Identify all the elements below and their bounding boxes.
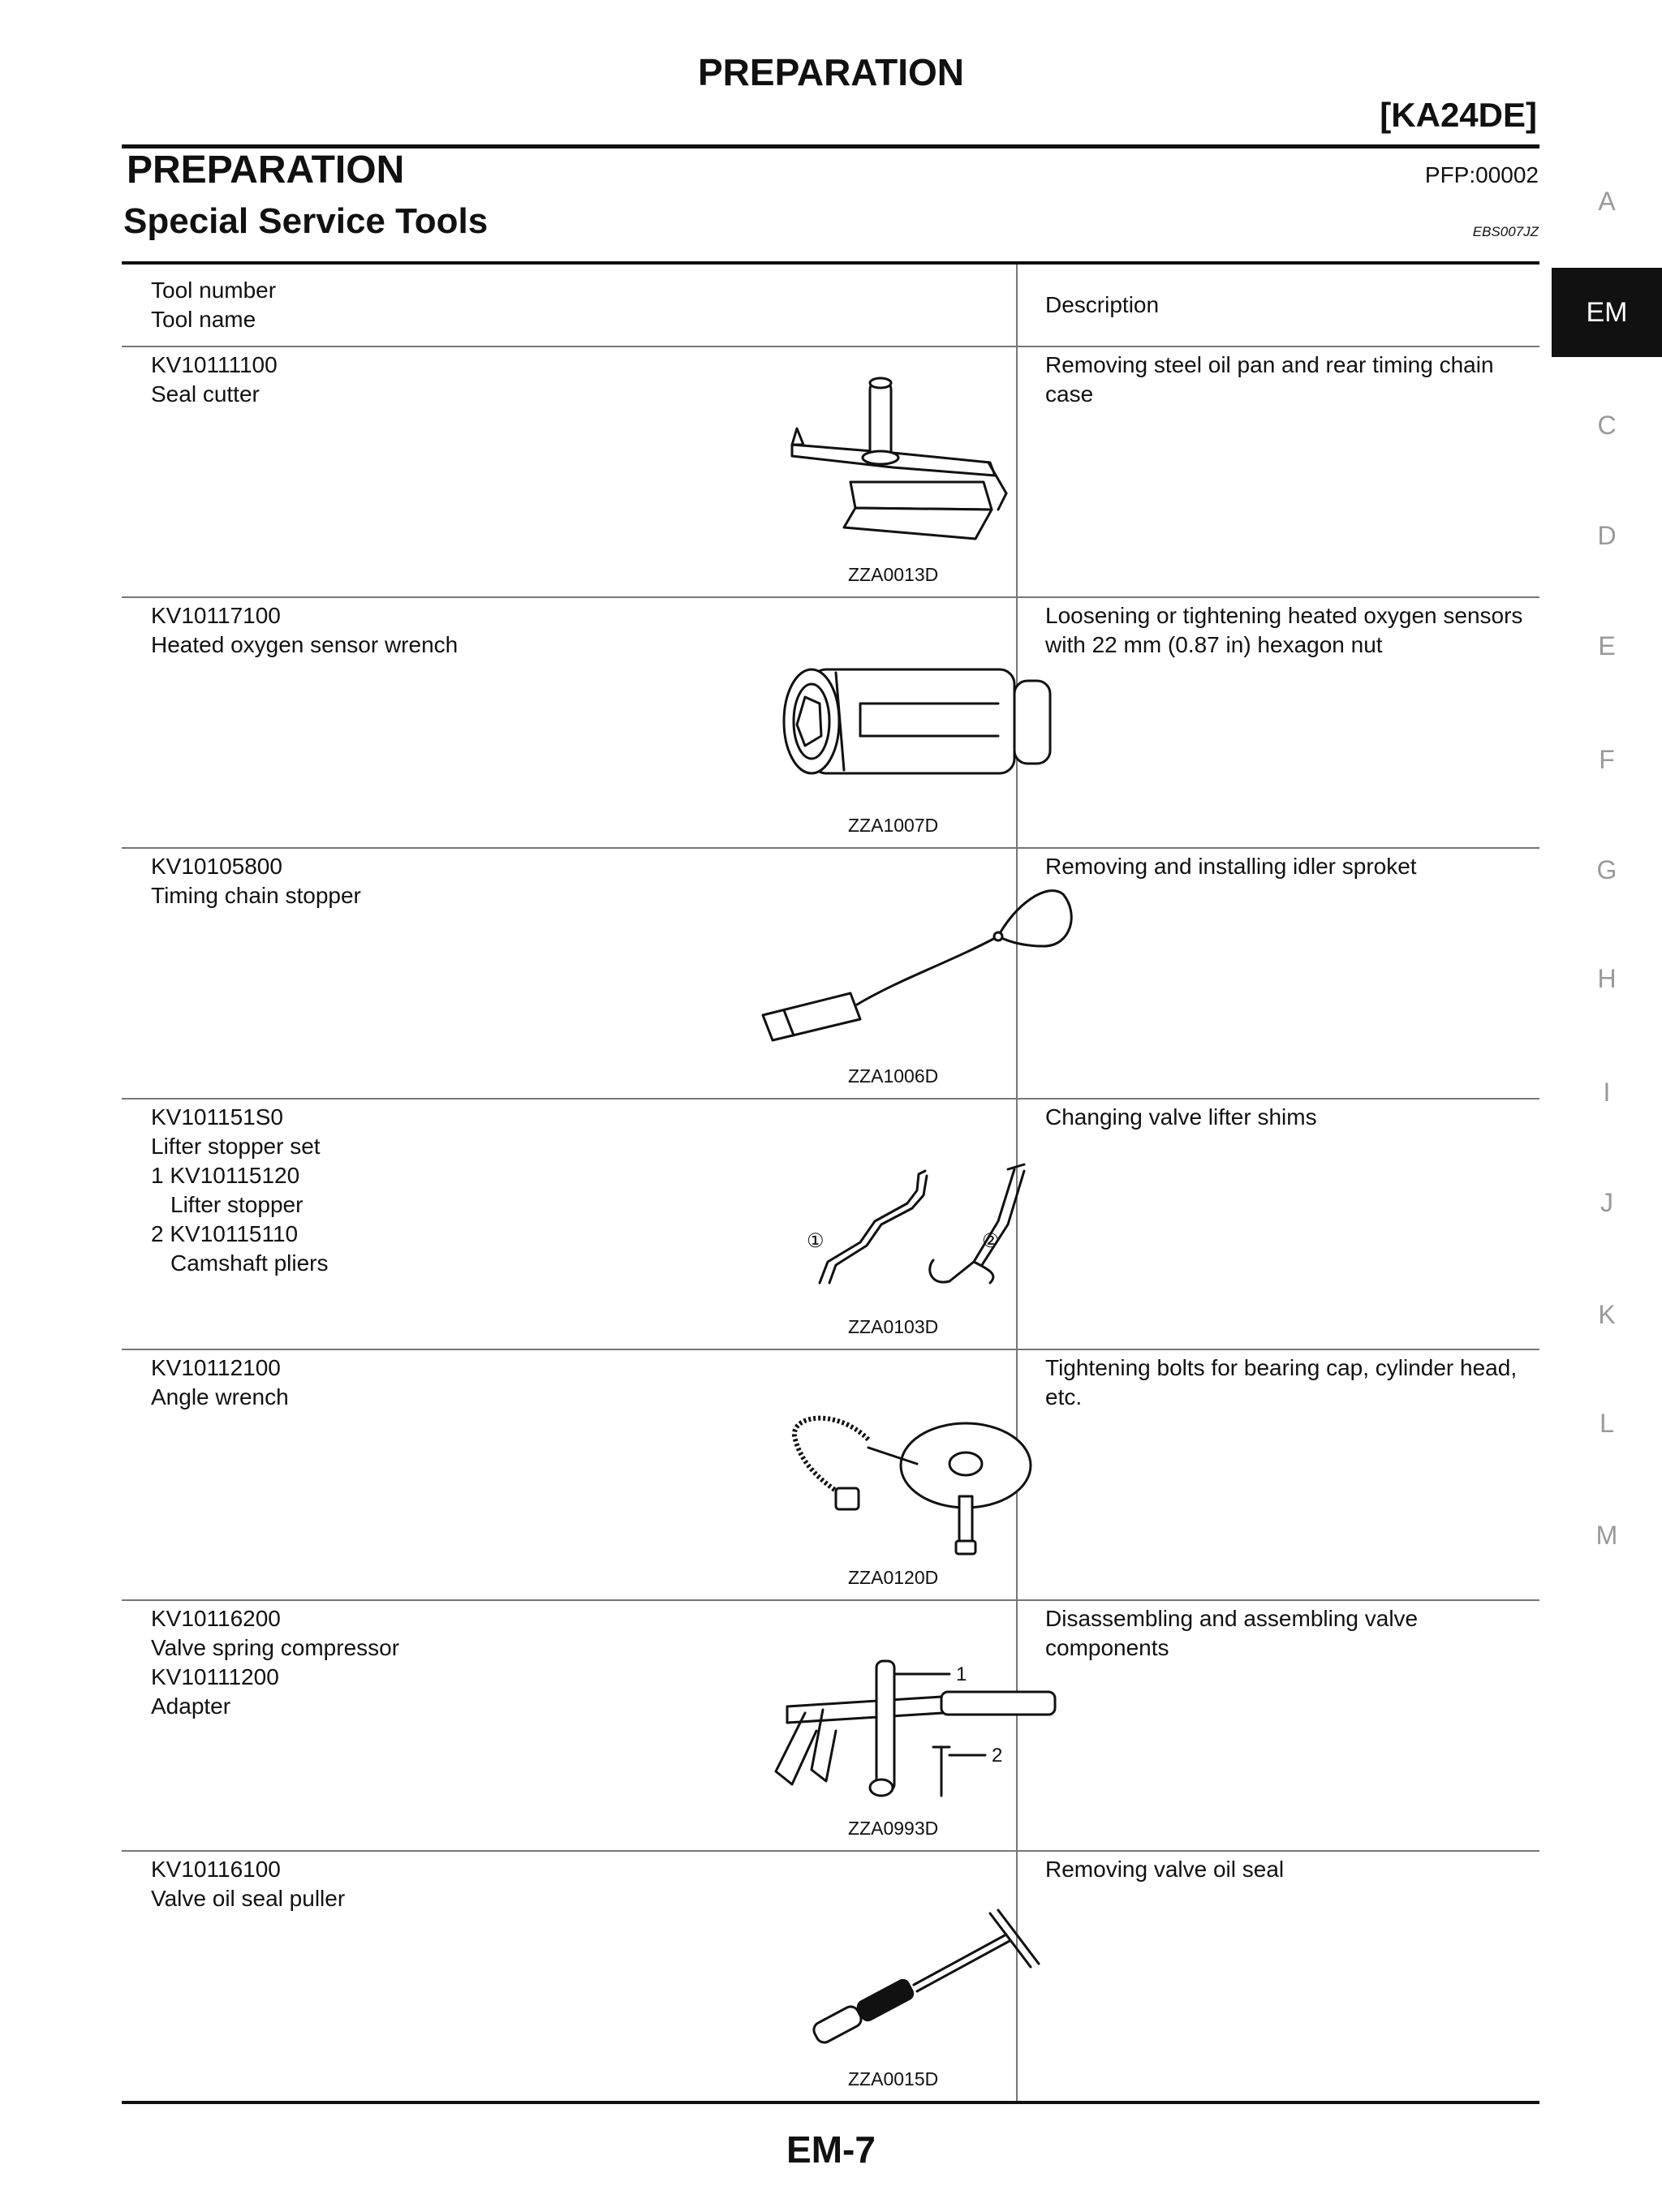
callout-1: ① — [807, 1230, 825, 1252]
sub-tool-number: 1 KV10115120 — [151, 1163, 300, 1188]
valve-oil-seal-puller-icon — [592, 1876, 1079, 2063]
table-row — [122, 1851, 1539, 2102]
table-header-row — [122, 263, 1539, 346]
tool-cell — [122, 1349, 1017, 1600]
figure-code: ZZA1007D — [848, 815, 939, 836]
tool-number: KV10116100 — [151, 1857, 281, 1882]
lifter-stopper-set-icon — [592, 1124, 1079, 1310]
side-tab-em-active[interactable]: EM — [1552, 268, 1662, 357]
table-row — [122, 1349, 1539, 1600]
tool-name: Heated oxygen sensor wrench — [151, 632, 459, 657]
side-tab-j[interactable]: J — [1600, 1188, 1613, 1217]
table-row — [122, 848, 1539, 1099]
oxygen-sensor-wrench-icon — [592, 622, 1079, 809]
side-tab-a[interactable]: A — [1598, 187, 1616, 216]
figure-code: ZZA0015D — [848, 2068, 939, 2089]
tool-description: Tightening bolts for bearing cap, cylinder head, etc. — [1017, 1349, 1539, 1600]
figure-code: ZZA1006D — [848, 1065, 939, 1087]
seal-cutter-icon — [592, 372, 1079, 558]
tool-name: Angle wrench — [151, 1384, 289, 1409]
tool-cell — [122, 1851, 1017, 2102]
tool-number: KV10111100 — [151, 352, 278, 377]
tool-name: Seal cutter — [151, 381, 260, 407]
side-tab-m[interactable]: M — [1595, 1521, 1618, 1550]
page-header-title: PREPARATION — [698, 51, 964, 93]
tool-cell — [122, 1099, 1017, 1349]
tool-description: Changing valve lifter shims — [1017, 1099, 1539, 1349]
tool-name: Valve spring compressor — [151, 1635, 400, 1660]
callout-1: 1 — [956, 1663, 967, 1685]
tool-number: KV101151S0 — [151, 1104, 283, 1130]
callout-2: 2 — [992, 1745, 1003, 1767]
valve-spring-compressor-icon — [592, 1625, 1079, 1812]
page-number: EM-7 — [786, 2128, 876, 2171]
tool-cell — [122, 346, 1017, 597]
engine-code: [KA24DE] — [1380, 96, 1537, 134]
tool-description: Disassembling and assembling valve components — [1017, 1600, 1539, 1851]
special-service-tools-table — [122, 261, 1539, 2104]
ebs-code: EBS007JZ — [1472, 224, 1539, 239]
callout-2: ② — [982, 1230, 1000, 1252]
tool-description: Loosening or tightening heated oxygen sensors with 22 mm (0.87 in) hexagon nut — [1017, 597, 1539, 848]
table-row — [122, 1099, 1539, 1349]
tool-description: Removing and installing idler sproket — [1017, 848, 1539, 1099]
side-tab-c[interactable]: C — [1597, 411, 1617, 440]
header-tool-cell — [122, 263, 1017, 346]
side-tab-e[interactable]: E — [1598, 631, 1616, 661]
section-title: PREPARATION — [127, 148, 405, 192]
tool-name: Timing chain stopper — [151, 883, 361, 908]
tool-name: Valve oil seal puller — [151, 1886, 346, 1911]
sub-tool-number: 2 KV10115110 — [151, 1221, 299, 1246]
pfp-code: PFP:00002 — [1424, 162, 1539, 187]
figure-code: ZZA0120D — [848, 1567, 939, 1588]
timing-chain-stopper-icon — [592, 873, 1079, 1060]
table-row — [122, 346, 1539, 597]
figure-code: ZZA0013D — [848, 564, 939, 585]
sub-tool-name: Lifter stopper — [170, 1192, 304, 1217]
side-tab-k[interactable]: K — [1598, 1300, 1616, 1329]
side-section-index — [1552, 0, 1662, 2212]
adapter-name: Adapter — [151, 1693, 231, 1719]
subsection-title: Special Service Tools — [123, 201, 489, 241]
tool-description: Removing valve oil seal — [1017, 1851, 1539, 2102]
tool-cell — [122, 597, 1017, 848]
side-tab-i[interactable]: I — [1603, 1078, 1611, 1107]
header-tool-name: Tool name — [151, 307, 256, 332]
side-tab-l[interactable]: L — [1600, 1409, 1614, 1438]
tool-cell — [122, 1600, 1017, 1851]
tool-cell — [122, 848, 1017, 1099]
header-description: Description — [1017, 263, 1539, 346]
sub-tool-name: Camshaft pliers — [170, 1250, 329, 1276]
table-row — [122, 597, 1539, 848]
tool-name: Lifter stopper set — [151, 1134, 321, 1159]
header-tool-number: Tool number — [151, 278, 277, 303]
figure-code: ZZA0103D — [848, 1316, 939, 1337]
table-row — [122, 1600, 1539, 1851]
angle-wrench-icon — [592, 1375, 1079, 1561]
side-tab-d[interactable]: D — [1597, 521, 1617, 550]
side-tab-h[interactable]: H — [1597, 964, 1617, 993]
tool-description: Removing steel oil pan and rear timing chain case — [1017, 346, 1539, 597]
tool-number: KV10116200 — [151, 1606, 281, 1631]
tool-number: KV10105800 — [151, 854, 282, 879]
side-tab-g[interactable]: G — [1596, 855, 1617, 884]
adapter-number: KV10111200 — [151, 1664, 279, 1689]
side-tab-f[interactable]: F — [1599, 745, 1615, 774]
tool-number: KV10117100 — [151, 603, 281, 628]
figure-code: ZZA0993D — [848, 1818, 939, 1839]
tool-number: KV10112100 — [151, 1355, 281, 1380]
